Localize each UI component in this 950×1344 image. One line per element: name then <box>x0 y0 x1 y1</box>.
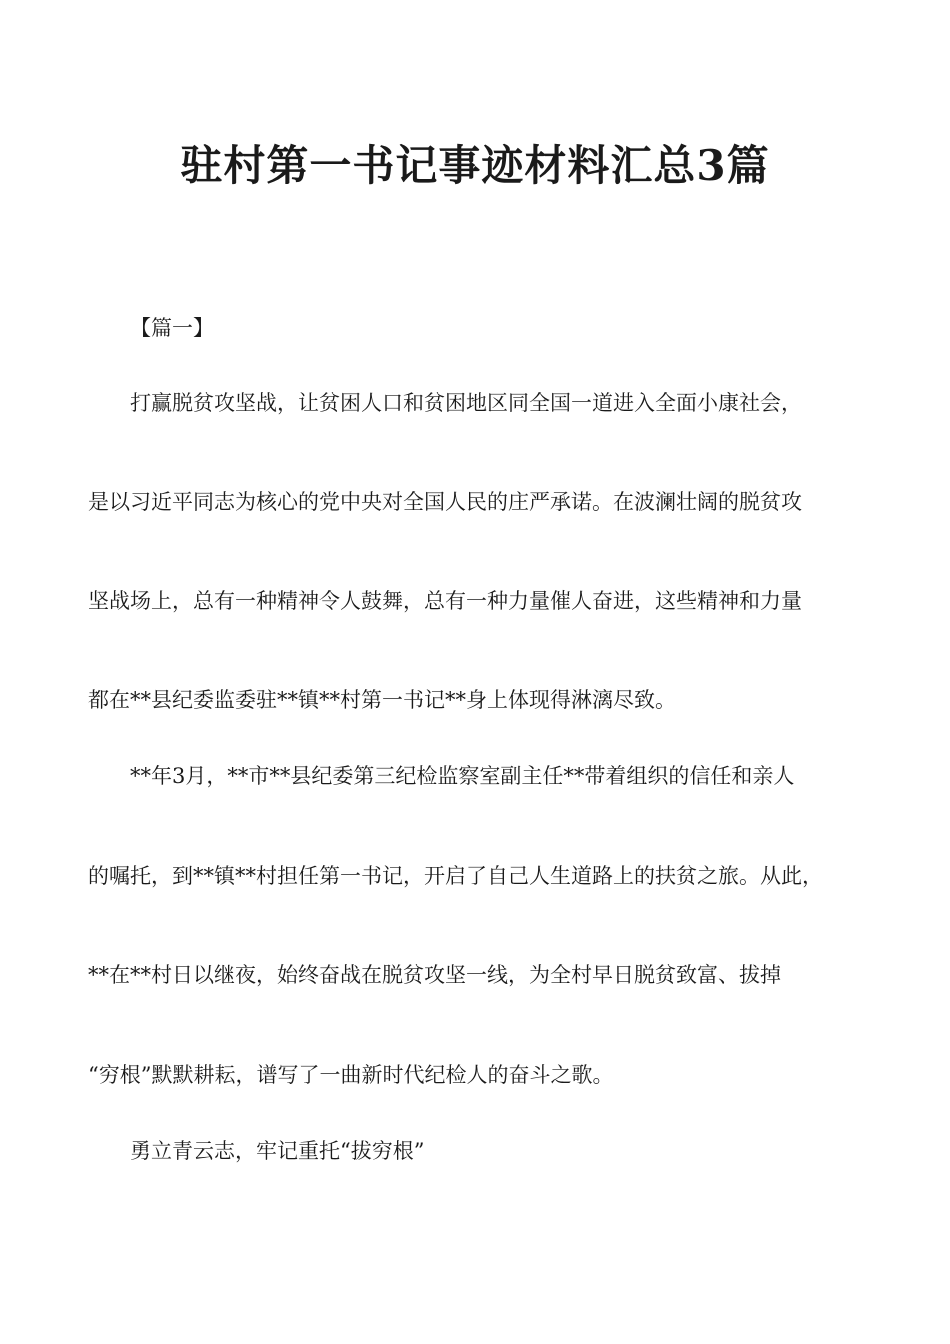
section-label: 【篇一】 <box>130 316 214 340</box>
paragraph-1-line-3: 坚战场上，总有一种精神令人鼓舞，总有一种力量催人奋进，这些精神和力量 <box>88 589 802 613</box>
paragraph-2-line-3: **在**村日以继夜，始终奋战在脱贫攻坚一线，为全村早日脱贫致富、拔掉 <box>88 963 781 987</box>
paragraph-1-line-1: 打赢脱贫攻坚战，让贫困人口和贫困地区同全国一道进入全面小康社会， <box>130 391 802 415</box>
paragraph-1-line-4: 都在**县纪委监委驻**镇**村第一书记**身上体现得淋漓尽致。 <box>88 688 676 712</box>
document-title: 驻村第一书记事迹材料汇总3篇 <box>180 141 770 190</box>
paragraph-2-line-4: “穷根”默默耕耘，谱写了一曲新时代纪检人的奋斗之歌。 <box>88 1063 614 1087</box>
paragraph-2-line-1: **年3月，**市**县纪委第三纪检监察室副主任**带着组织的信任和亲人 <box>130 764 795 788</box>
subheading: 勇立青云志，牢记重托“拔穷根” <box>130 1139 425 1163</box>
paragraph-2-line-2: 的嘱托，到**镇**村担任第一书记，开启了自己人生道路上的扶贫之旅。从此， <box>88 864 823 888</box>
paragraph-1-line-2: 是以习近平同志为核心的党中央对全国人民的庄严承诺。在波澜壮阔的脱贫攻 <box>88 490 802 514</box>
